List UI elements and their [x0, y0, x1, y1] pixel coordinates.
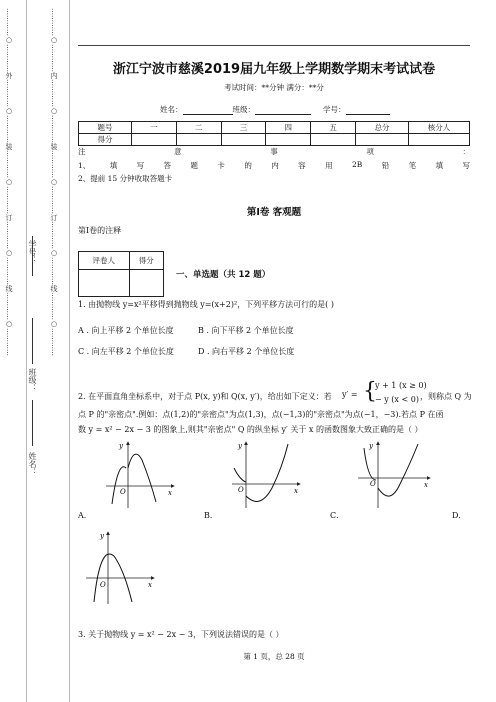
graph-a[interactable]: [104, 440, 176, 510]
question-3-stem: 3. 关于抛物线 y = x² − 2x − 3，下列说法错误的是（ ）: [78, 630, 284, 639]
review-table: [78, 251, 164, 297]
q1-option-a[interactable]: A . 向上平移 2 个单位长度: [78, 326, 174, 335]
graph-d[interactable]: [84, 530, 156, 606]
id-label: 学号：: [323, 105, 346, 114]
q2-line1-tail: ，则称点 Q 为: [420, 392, 472, 401]
id-field[interactable]: [346, 114, 390, 115]
q1-option-b[interactable]: B . 向下平移 2 个单位长度: [198, 326, 294, 335]
margin-name-line: [32, 400, 33, 446]
axis-y-label: y: [100, 532, 104, 540]
axis-y-label: y: [238, 442, 242, 450]
score-input[interactable]: [409, 134, 470, 146]
question-2-line-3: 数 y = x² − 2x − 3 的图象上,则其"亲密点" Q 的纵坐标 y′ 关于 x 的函数图象大致正确的是（ ）: [78, 425, 423, 434]
notice-char: 的: [244, 161, 252, 170]
curve-right: [128, 454, 156, 502]
margin-divider-inner: [69, 0, 70, 702]
review-header-cell: 得分: [129, 252, 163, 270]
name-field[interactable]: [183, 114, 233, 115]
review-header-cell: 评卷人: [79, 252, 130, 270]
notice-char: 用: [325, 161, 333, 170]
review-input[interactable]: [129, 270, 163, 297]
notice-heading: [78, 146, 470, 157]
score-input[interactable]: [132, 134, 177, 146]
margin-divider: [26, 0, 27, 702]
outer-binding-line: …………○…………外…………○…………装…………○…………订…………○…………线…………○…………: [5, 8, 13, 356]
score-input[interactable]: [176, 134, 221, 146]
graph-b[interactable]: [230, 440, 302, 510]
notice-char: 项: [366, 147, 374, 156]
notice-char: 填: [435, 161, 444, 170]
graph-c[interactable]: [356, 440, 432, 510]
score-cell: 四: [266, 122, 311, 134]
score-cell: 五: [311, 122, 356, 134]
margin-class-label: 班级：: [28, 368, 37, 392]
score-value-row: [79, 134, 470, 146]
inner-binding-line: …………○…………内…………○…………装…………○…………订…………○…………线…………○…………: [50, 8, 58, 356]
q2-text: 2. 在平面直角坐标系中，对于点 P(x, y)和 Q(x, y′)，给出如下定义：若: [78, 392, 332, 401]
notice-line-1: [78, 160, 470, 171]
score-cell: 三: [221, 122, 266, 134]
yprime-label: y′ =: [342, 390, 358, 399]
notice-char: 1、: [78, 161, 91, 170]
score-cell: 总分: [356, 122, 409, 134]
notice-char: 填: [109, 161, 118, 170]
section-note-heading: 第Ⅰ卷的注释: [78, 226, 122, 235]
score-input[interactable]: [266, 134, 311, 146]
top-rule: [78, 45, 470, 46]
q2-option-b[interactable]: B．: [204, 511, 218, 520]
curve-right: [378, 444, 418, 496]
curve-right: [246, 444, 288, 501]
notice-line-2: 2、提前 15 分钟收取答题卡: [78, 174, 173, 183]
page-title: 浙江宁波市慈溪2019届九年级上学期数学期末考试试卷: [112, 62, 436, 77]
brace-icon: {: [363, 379, 377, 404]
notice-char: 卡: [217, 161, 225, 170]
curve-left: [364, 448, 376, 480]
score-header-row: [79, 122, 470, 134]
axis-y-label: y: [119, 442, 123, 450]
score-cell: 得分: [79, 134, 132, 146]
section-title: 第Ⅰ卷 客观题: [246, 207, 302, 218]
score-table: [78, 121, 470, 146]
class-field[interactable]: [255, 114, 311, 115]
score-input[interactable]: [356, 134, 409, 146]
q2-option-a[interactable]: A．: [78, 511, 92, 520]
axis-x-label: x: [294, 487, 298, 495]
page-footer: 第 1 页，总 28 页: [243, 652, 305, 661]
score-input[interactable]: [311, 134, 356, 146]
notice-char: 注: [78, 147, 86, 156]
axis-y-label: y: [369, 442, 373, 450]
score-cell: 一: [132, 122, 177, 134]
origin-label: O: [238, 486, 244, 494]
notice-char: 2B: [352, 160, 363, 169]
q1-option-d[interactable]: D . 向右平移 2 个单位长度: [198, 347, 295, 356]
piece-1: y + 1 (x ≥ 0): [375, 381, 427, 390]
notice-char: 题: [190, 161, 198, 170]
axis-x-label: x: [168, 489, 172, 497]
notice-char: 写: [462, 161, 470, 170]
q2-option-d[interactable]: D．: [452, 511, 467, 520]
axis-x-label: x: [148, 581, 152, 589]
notice-char: 事: [270, 147, 278, 156]
notice-char: 内: [271, 161, 279, 170]
notice-char: 写: [136, 161, 145, 170]
margin-name-label: 姓名：: [28, 452, 37, 476]
origin-label: O: [370, 480, 376, 488]
notice-char: 容: [298, 161, 306, 170]
score-cell: 核分人: [409, 122, 470, 134]
q2-option-c[interactable]: C．: [330, 511, 345, 520]
notice-char: ：: [462, 147, 470, 156]
notice-char: 答: [163, 161, 172, 170]
curve-left: [112, 467, 126, 504]
question-2-line-2: 点 P 的"亲密点".例如：点(1,2)的"亲密点"为点(1,3)，点(−1,3)的"亲密点"为点(−1，−3).若点 P 在函: [78, 410, 444, 419]
margin-class-line: [32, 318, 33, 364]
class-label: 班级：: [232, 105, 255, 114]
piece-2: − y (x < 0): [375, 395, 419, 404]
exam-info: 考试时间：**分钟 满分：**分: [224, 83, 324, 92]
review-input[interactable]: [79, 270, 130, 297]
notice-char: 意: [174, 147, 182, 156]
axis-x-label: x: [424, 481, 428, 489]
score-cell: 题号: [79, 122, 132, 134]
name-label: 姓名：: [160, 105, 183, 114]
part-heading: 一、单选题（共 12 题）: [176, 270, 271, 280]
notice-char: 铅: [381, 161, 390, 170]
margin-id-line: [32, 236, 33, 276]
notice-char: 笔: [408, 161, 417, 170]
origin-label: O: [120, 488, 126, 496]
curve-left: [234, 468, 246, 482]
score-input[interactable]: [221, 134, 266, 146]
origin-label: O: [100, 581, 106, 589]
q1-option-c[interactable]: C . 向左平移 2 个单位长度: [78, 347, 174, 356]
question-2-line-1: [78, 391, 332, 402]
student-info-row: [160, 104, 390, 115]
score-cell: 二: [176, 122, 221, 134]
question-1-stem: 1. 由抛物线 y=x²平移得到抛物线 y=(x+2)²，下列平移方法可行的是( ): [78, 300, 334, 309]
